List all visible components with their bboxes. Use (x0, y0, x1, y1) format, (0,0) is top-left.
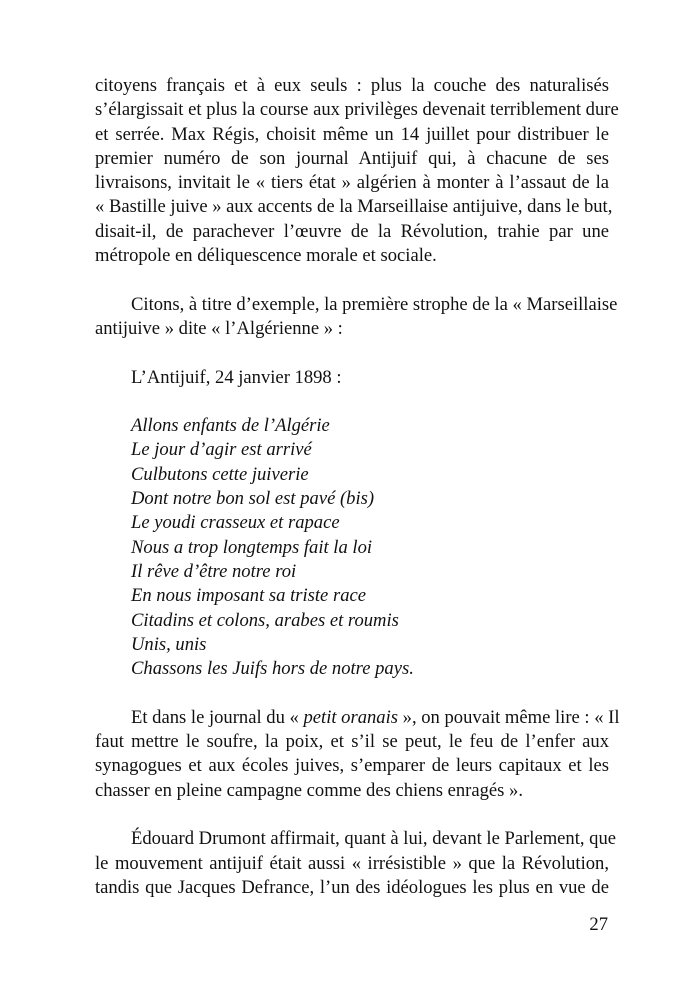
page-body (95, 74, 620, 900)
poem-line: Nous a trop longtemps fait la loi (131, 536, 373, 558)
poem-line: Il rêve d’être notre roi (131, 560, 297, 582)
poem-line: Culbutons cette juiverie (131, 463, 309, 485)
poem-line: Le jour d’agir est arrivé (131, 439, 312, 461)
paragraph-1 (95, 74, 619, 268)
text-line: livraisons, invitait le « tiers état » algérien à monter à l’assaut de la (95, 172, 609, 194)
poem-line: Le youdi crasseux et rapace (131, 512, 340, 534)
poem-line: Allons enfants de l’Algérie (131, 415, 330, 437)
text-line: Citons, à titre d’exemple, la première strophe de la « Marseillaise (131, 293, 618, 315)
text-line: disait-il, de parachever l’œuvre de la Révolution, trahie par une (95, 220, 609, 242)
page-number: 27 (589, 914, 608, 935)
text-line: et serrée. Max Régis, choisit même un 14 juillet pour distribuer le (95, 123, 609, 145)
text-line: « Bastille juive » aux accents de la Marseillaise antijuive, dans le but, (95, 196, 613, 218)
text-line: tandis que Jacques Defrance, l’un des idéologues les plus en vue de (95, 876, 609, 898)
poem-line: En nous imposant sa triste race (131, 585, 367, 607)
text-line: citoyens français et à eux seuls : plus la couche des naturalisés (95, 75, 609, 96)
text-line: Édouard Drumont affirmait, quant à lui, devant le Parlement, que (131, 828, 617, 850)
text-line: métropole en déliquescence morale et sociale. (95, 245, 437, 267)
source-citation: L’Antijuif, 24 janvier 1898 : (131, 366, 342, 388)
text-line: faut mettre le soufre, la poix, et s’il se peut, le feu de l’enfer aux (95, 731, 609, 753)
poem-stanza (95, 414, 609, 681)
text-line: chasser en pleine campagne comme des chiens enragés ». (95, 779, 523, 801)
poem-line: Unis, unis (131, 633, 207, 655)
poem-line: Chassons les Juifs hors de notre pays. (131, 658, 414, 680)
poem-line: Citadins et colons, arabes et roumis (131, 609, 399, 631)
paragraph-4 (95, 827, 617, 900)
text-run: Et dans le journal du « (131, 706, 304, 728)
paragraph-2 (95, 293, 618, 342)
newspaper-title: petit oranais (303, 706, 399, 728)
text-line: antijuive » dite « l’Algérienne » : (95, 317, 343, 339)
text-line (95, 706, 620, 730)
text-line: premier numéro de son journal Antijuif qui, à chacune de ses (95, 147, 609, 169)
text-line: synagogues et aux écoles juives, s’emparer de leurs capitaux et les (95, 755, 609, 777)
poem-line: Dont notre bon sol est pavé (bis) (131, 488, 375, 510)
paragraph-3 (95, 706, 620, 803)
text-line: s’élargissait et plus la course aux privilèges devenait terriblement dure (95, 99, 619, 121)
text-run: », on pouvait même lire : « Il (398, 706, 620, 728)
text-line: le mouvement antijuif était aussi « irrésistible » que la Révolution, (95, 852, 609, 874)
